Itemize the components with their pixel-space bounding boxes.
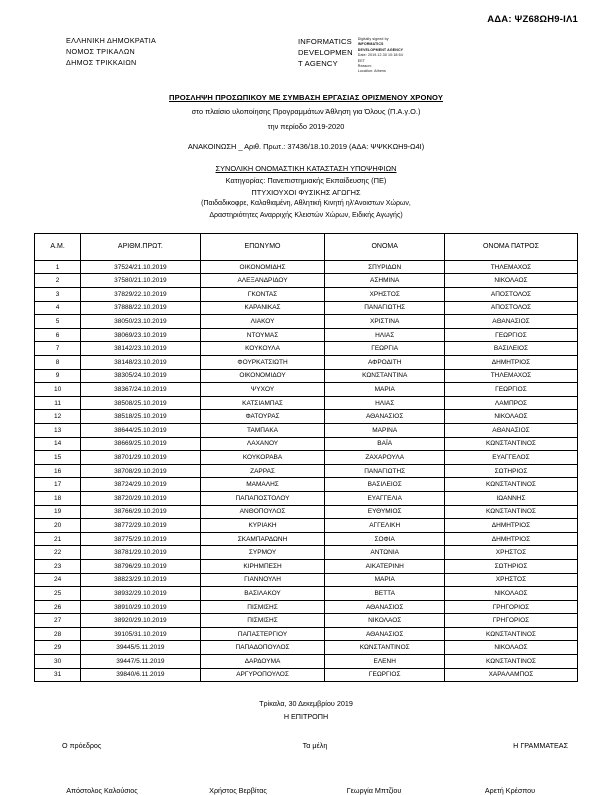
cell-father-name: ΔΗΜΗΤΡΙΟΣ	[444, 356, 577, 370]
subject-line-3: ΠΤΥΧΙΟΥΧΟΙ ΦΥΣΙΚΗΣ ΑΓΩΓΗΣ	[251, 187, 361, 197]
cell-father-name: ΕΥΑΓΓΕΛΟΣ	[444, 451, 577, 465]
cell-protocol: 38796/29.10.2019	[81, 559, 200, 573]
table-header-row	[35, 233, 578, 260]
cell-surname: ΑΝΘΟΠΟΥΛΟΣ	[200, 505, 325, 519]
page-title: ΠΡΟΣΛΗΨΗ ΠΡΟΣΩΠΙΚΟΥ ΜΕ ΣΥΜΒΑΣΗ ΕΡΓΑΣΙΑΣ ΟΡΙΣΜΕΝΟΥ ΧΡΟΝΟΥ	[169, 92, 443, 102]
ida-logo-text	[298, 36, 353, 69]
cell-protocol: 39447/5.11.2019	[81, 655, 200, 669]
cell-surname: ΣΥΡΜΟΥ	[200, 546, 325, 560]
cell-protocol: 38781/29.10.2019	[81, 546, 200, 560]
cell-am: 12	[35, 410, 81, 424]
cell-protocol: 38823/29.10.2019	[81, 573, 200, 587]
cell-surname: ΠΑΠΑΔΟΠΟΥΛΟΣ	[200, 641, 325, 655]
cell-surname: ΚΥΡΙΑΚΗ	[200, 519, 325, 533]
cell-surname: ΠΙΣΜΙΣΗΣ	[200, 614, 325, 628]
cell-father-name: ΑΘΑΝΑΣΙΟΣ	[444, 315, 577, 329]
table-row	[35, 573, 578, 587]
table-row	[35, 668, 578, 682]
cell-name: ΑΦΡΟΔΙΤΗ	[325, 356, 444, 370]
cell-am: 19	[35, 505, 81, 519]
cell-am: 8	[35, 356, 81, 370]
digital-signature-details	[358, 36, 403, 75]
table-row	[35, 423, 578, 437]
cell-am: 23	[35, 559, 81, 573]
footer-block	[34, 698, 578, 722]
ida-word-3: T AGENCY	[298, 59, 338, 68]
table-row	[35, 464, 578, 478]
cell-name: ΠΑΝΑΓΙΩΤΗΣ	[325, 301, 444, 315]
table-row	[35, 505, 578, 519]
announcement-reference: ΑΝΑΚΟΙΝΩΣΗ _ Αριθ. Πρωτ.: 37436/18.10.2019 (ΑΔΑ: ΨΨΚΚΩΗ9-Ω4Ι)	[187, 141, 425, 151]
col-header-protocol: ΑΡΙΘΜ.ΠΡΩΤ.	[81, 233, 200, 260]
cell-father-name: ΓΡΗΓΟΡΙΟΣ	[444, 614, 577, 628]
cell-name: ΒΑΣΙΛΕΙΟΣ	[325, 478, 444, 492]
cell-surname: ΝΤΟΥΜΑΣ	[200, 328, 325, 342]
cell-name: ΣΠΥΡΙΔΩΝ	[325, 260, 444, 274]
cell-am: 7	[35, 342, 81, 356]
table-row	[35, 532, 578, 546]
table-row	[35, 627, 578, 641]
cell-father-name: ΔΗΜΗΤΡΙΟΣ	[444, 519, 577, 533]
cell-protocol: 38708/29.10.2019	[81, 464, 200, 478]
role-president: Ο πρόεδρος	[62, 740, 102, 750]
cell-father-name: ΚΩΝΣΤΑΝΤΙΝΟΣ	[444, 655, 577, 669]
cell-surname: ΠΑΠΑΠΟΣΤΟΛΟΥ	[200, 491, 325, 505]
cell-surname: ΛΙΑΚΟΥ	[200, 315, 325, 329]
cell-name: ΑΣΗΜΙΝΑ	[325, 274, 444, 288]
table-row	[35, 369, 578, 383]
cell-am: 21	[35, 532, 81, 546]
cell-father-name: ΓΡΗΓΟΡΙΟΣ	[444, 600, 577, 614]
cell-father-name: ΤΗΛΕΜΑΧΟΣ	[444, 260, 577, 274]
cell-surname: ΓΙΑΝΝΟΥΛΗ	[200, 573, 325, 587]
cell-am: 6	[35, 328, 81, 342]
cell-protocol: 38518/25.10.2019	[81, 410, 200, 424]
cell-name: ΖΑΧΑΡΟΥΛΑ	[325, 451, 444, 465]
col-header-father-name: ΟΝΟΜΑ ΠΑΤΡΟΣ	[444, 233, 577, 260]
title-subline-1: στο πλαίσιο υλοποίησης Προγραμμάτων Άθληση για Όλους (Π.Α.γ.Ο.)	[191, 106, 421, 116]
cell-am: 25	[35, 587, 81, 601]
col-header-name: ΟΝΟΜΑ	[325, 233, 444, 260]
table-row	[35, 301, 578, 315]
cell-father-name: ΙΩΑΝΝΗΣ	[444, 491, 577, 505]
signature-line-6: Reason:	[357, 63, 372, 68]
cell-protocol: 38701/29.10.2019	[81, 451, 200, 465]
cell-protocol: 38772/29.10.2019	[81, 519, 200, 533]
cell-protocol: 38910/29.10.2019	[81, 600, 200, 614]
cell-surname: ΜΑΜΑΛΗΣ	[200, 478, 325, 492]
cell-name: ΧΡΙΣΤΙΝΑ	[325, 315, 444, 329]
ida-word-1: INFORMATICS	[298, 37, 352, 46]
cell-am: 24	[35, 573, 81, 587]
cell-surname: ΣΚΑΜΠΑΡΔΩΝΗ	[200, 532, 325, 546]
table-row	[35, 342, 578, 356]
cell-name: ΒΑΪΑ	[325, 437, 444, 451]
signer-name-2: Χρήστος Βερβίτας	[209, 785, 267, 795]
cell-surname: ΓΚΟΝΤΑΣ	[200, 288, 325, 302]
signature-line-4: Date: 2019.12.30 10:18:54	[357, 53, 403, 58]
table-row	[35, 559, 578, 573]
cell-am: 26	[35, 600, 81, 614]
cell-protocol: 37524/21.10.2019	[81, 260, 200, 274]
cell-am: 27	[35, 614, 81, 628]
table-row	[35, 328, 578, 342]
cell-name: ΣΟΦΙΑ	[325, 532, 444, 546]
table-row	[35, 641, 578, 655]
cell-surname: ΚΑΤΣΙΑΜΠΑΣ	[200, 396, 325, 410]
cell-name: ΜΑΡΙΝΑ	[325, 423, 444, 437]
cell-name: ΚΩΝΣΤΑΝΤΙΝΑ	[325, 369, 444, 383]
cell-father-name: ΑΠΟΣΤΟΛΟΣ	[444, 288, 577, 302]
ada-number: ΑΔΑ: ΨΖ68ΩΗ9-ΙΛ1	[487, 14, 578, 25]
cell-protocol: 38720/29.10.2019	[81, 491, 200, 505]
cell-surname: ΟΙΚΟΝΟΜΙΔΟΥ	[200, 369, 325, 383]
table-row	[35, 383, 578, 397]
cell-name: ΓΕΩΡΓΙΑ	[325, 342, 444, 356]
cell-am: 31	[35, 668, 81, 682]
org-line-1: ΕΛΛΗΝΙΚΗ ΔΗΜΟΚΡΑΤΙΑ	[66, 36, 157, 45]
organization-block	[34, 35, 266, 68]
cell-am: 29	[35, 641, 81, 655]
cell-name: ΠΑΝΑΓΙΩΤΗΣ	[325, 464, 444, 478]
cell-name: ΗΛΙΑΣ	[325, 396, 444, 410]
cell-name: ΗΛΙΑΣ	[325, 328, 444, 342]
table-row	[35, 655, 578, 669]
committee-label: Η ΕΠΙΤΡΟΠΗ	[283, 711, 329, 721]
cell-am: 9	[35, 369, 81, 383]
cell-surname: ΖΑΡΡΑΣ	[200, 464, 325, 478]
role-members: Τα μέλη	[302, 740, 328, 750]
cell-father-name: ΝΙΚΟΛΑΟΣ	[444, 587, 577, 601]
table-row	[35, 288, 578, 302]
cell-surname: ΛΑΧΑΝΟΥ	[200, 437, 325, 451]
cell-protocol: 38050/23.10.2019	[81, 315, 200, 329]
cell-protocol: 38766/29.10.2019	[81, 505, 200, 519]
cell-am: 16	[35, 464, 81, 478]
cell-protocol: 38932/29.10.2019	[81, 587, 200, 601]
subject-line-1: ΣΥΝΟΛΙΚΗ ΟΝΟΜΑΣΤΙΚΗ ΚΑΤΑΣΤΑΣΗ ΥΠΟΨΗΦΙΩΝ	[215, 163, 397, 173]
cell-protocol: 38724/29.10.2019	[81, 478, 200, 492]
cell-am: 4	[35, 301, 81, 315]
cell-protocol: 38775/29.10.2019	[81, 532, 200, 546]
cell-surname: ΦΑΤΟΥΡΑΣ	[200, 410, 325, 424]
cell-protocol: 37829/22.10.2019	[81, 288, 200, 302]
candidates-table	[34, 233, 578, 682]
cell-protocol: 38367/24.10.2019	[81, 383, 200, 397]
cell-name: ΒΕΤΤΑ	[325, 587, 444, 601]
signature-line-2: INFORMATICS	[357, 42, 384, 47]
signer-name-3: Γεωργία Μπτζίου	[346, 785, 402, 795]
cell-am: 14	[35, 437, 81, 451]
cell-father-name: ΧΡΗΣΤΟΣ	[444, 573, 577, 587]
role-secretary: Η ΓΡΑΜΜΑΤΕΑΣ	[513, 740, 569, 750]
subject-line-5: Δραστηριότητες Αναρριχής Κλειστών Χώρων, Ειδικής Αγωγής)	[209, 211, 403, 219]
cell-protocol: 37888/22.10.2019	[81, 301, 200, 315]
table-row	[35, 491, 578, 505]
cell-name: ΕΛΕΝΗ	[325, 655, 444, 669]
cell-protocol: 38069/23.10.2019	[81, 328, 200, 342]
title-subline-2: την περίοδο 2019-2020	[267, 121, 345, 131]
cell-father-name: ΒΑΣΙΛΕΙΟΣ	[444, 342, 577, 356]
cell-name: ΑΓΓΕΛΙΚΗ	[325, 519, 444, 533]
cell-surname: ΦΟΥΡΚΑΤΣΙΩΤΗ	[200, 356, 325, 370]
ida-signature-stamp	[298, 35, 403, 75]
table-row	[35, 260, 578, 274]
cell-father-name: ΣΩΤΗΡΙΟΣ	[444, 464, 577, 478]
cell-father-name: ΑΠΟΣΤΟΛΟΣ	[444, 301, 577, 315]
cell-father-name: ΝΙΚΟΛΑΟΣ	[444, 410, 577, 424]
cell-am: 20	[35, 519, 81, 533]
cell-father-name: ΤΗΛΕΜΑΧΟΣ	[444, 369, 577, 383]
signature-line-5: EET	[357, 58, 366, 63]
cell-name: ΜΑΡΙΑ	[325, 573, 444, 587]
cell-protocol: 38142/23.10.2019	[81, 342, 200, 356]
document-header	[34, 35, 578, 75]
cell-protocol: 37580/21.10.2019	[81, 274, 200, 288]
cell-am: 3	[35, 288, 81, 302]
table-row	[35, 614, 578, 628]
cell-name: ΑΘΑΝΑΣΙΟΣ	[325, 600, 444, 614]
cell-protocol: 39105/31.10.2019	[81, 627, 200, 641]
cell-am: 17	[35, 478, 81, 492]
signature-line-3: DEVELOPMENT AGENCY	[357, 47, 404, 52]
cell-protocol: 38148/23.10.2019	[81, 356, 200, 370]
cell-am: 30	[35, 655, 81, 669]
table-row	[35, 315, 578, 329]
signer-name-1: Απόστολος Καλούσιος	[66, 785, 138, 795]
cell-father-name: ΑΘΑΝΑΣΙΟΣ	[444, 423, 577, 437]
cell-name: ΧΡΗΣΤΟΣ	[325, 288, 444, 302]
cell-am: 22	[35, 546, 81, 560]
table-row	[35, 410, 578, 424]
signature-roles-row	[34, 741, 578, 750]
cell-name: ΑΙΚΑΤΕΡΙΝΗ	[325, 559, 444, 573]
cell-father-name: ΚΩΝΣΤΑΝΤΙΝΟΣ	[444, 505, 577, 519]
cell-father-name: ΓΕΩΡΓΙΟΣ	[444, 383, 577, 397]
place-and-date: Τρίκαλα, 30 Δεκεμβρίου 2019	[259, 699, 353, 709]
cell-am: 1	[35, 260, 81, 274]
cell-protocol: 39840/6.11.2019	[81, 668, 200, 682]
table-row	[35, 451, 578, 465]
cell-protocol: 38644/25.10.2019	[81, 423, 200, 437]
cell-name: ΑΝΤΩΝΙΑ	[325, 546, 444, 560]
cell-surname: ΠΑΠΑΣΤΕΡΓΙΟΥ	[200, 627, 325, 641]
cell-surname: ΑΛΕΞΑΝΔΡΙΔΟΥ	[200, 274, 325, 288]
cell-surname: ΠΙΣΜΙΣΗΣ	[200, 600, 325, 614]
signer-name-4: Αρετή Κρέσπου	[484, 785, 536, 795]
cell-surname: ΟΙΚΟΝΟΜΙΔΗΣ	[200, 260, 325, 274]
cell-surname: ΒΑΣΙΛΑΚΟΥ	[200, 587, 325, 601]
cell-name: ΕΥΑΓΓΕΛΙΑ	[325, 491, 444, 505]
cell-father-name: ΚΩΝΣΤΑΝΤΙΝΟΣ	[444, 478, 577, 492]
table-row	[35, 600, 578, 614]
cell-protocol: 38920/29.10.2019	[81, 614, 200, 628]
cell-father-name: ΚΩΝΣΤΑΝΤΙΝΟΣ	[444, 627, 577, 641]
cell-am: 18	[35, 491, 81, 505]
table-row	[35, 587, 578, 601]
col-header-surname: ΕΠΩΝΥΜΟ	[200, 233, 325, 260]
org-line-2: ΝΟΜΟΣ ΤΡΙΚΑΛΩΝ	[66, 47, 136, 57]
table-row	[35, 356, 578, 370]
cell-father-name: ΧΑΡΑΛΑΜΠΟΣ	[444, 668, 577, 682]
cell-surname: ΔΑΡΔΟΥΜΑ	[200, 655, 325, 669]
cell-am: 11	[35, 396, 81, 410]
cell-father-name: ΣΩΤΗΡΙΟΣ	[444, 559, 577, 573]
cell-surname: ΨΥΧΟΥ	[200, 383, 325, 397]
cell-name: ΚΩΝΣΤΑΝΤΙΝΟΣ	[325, 641, 444, 655]
table-body	[35, 260, 578, 681]
cell-name: ΓΕΩΡΓΙΟΣ	[325, 668, 444, 682]
cell-father-name: ΓΕΩΡΓΙΟΣ	[444, 328, 577, 342]
cell-am: 10	[35, 383, 81, 397]
col-header-am: Α.Μ.	[35, 233, 81, 260]
signature-line-7: Location: Athens	[357, 69, 386, 74]
cell-am: 28	[35, 627, 81, 641]
cell-name: ΑΘΑΝΑΣΙΟΣ	[325, 627, 444, 641]
cell-father-name: ΧΡΗΣΤΟΣ	[444, 546, 577, 560]
cell-father-name: ΛΑΜΠΡΟΣ	[444, 396, 577, 410]
subject-line-4: (Παιδαδικοφρε, Καλαθιαμένη, Αθλητική Κινητή ηλ'Ανοιστων Χώρων,	[201, 200, 411, 208]
ida-word-2: DEVELOPMEN	[298, 48, 353, 57]
cell-protocol: 39445/5.11.2019	[81, 641, 200, 655]
cell-name: ΑΘΑΝΑΣΙΟΣ	[325, 410, 444, 424]
signature-line-1: Digitally signed by	[357, 37, 389, 41]
table-row	[35, 437, 578, 451]
cell-protocol: 38305/24.10.2019	[81, 369, 200, 383]
table-row	[35, 546, 578, 560]
table-row	[35, 478, 578, 492]
cell-am: 15	[35, 451, 81, 465]
signature-names-row	[34, 786, 578, 795]
cell-surname: ΚΟΥΚΟΡΑΒΑ	[200, 451, 325, 465]
cell-surname: ΑΡΓΥΡΟΠΟΥΛΟΣ	[200, 668, 325, 682]
subject-line-2: Κατηγορίας: Πανεπιστημιακής Εκπαίδευσης (ΠΕ)	[225, 175, 387, 185]
cell-father-name: ΔΗΜΗΤΡΙΟΣ	[444, 532, 577, 546]
cell-name: ΕΥΘΥΜΙΟΣ	[325, 505, 444, 519]
cell-am: 2	[35, 274, 81, 288]
cell-surname: ΚΑΡΑΝΙΚΑΣ	[200, 301, 325, 315]
cell-am: 5	[35, 315, 81, 329]
subject-block	[34, 163, 578, 221]
table-row	[35, 519, 578, 533]
cell-surname: ΚΟΥΚΟΥΛΑ	[200, 342, 325, 356]
table-row	[35, 274, 578, 288]
cell-protocol: 38508/25.10.2019	[81, 396, 200, 410]
cell-father-name: ΝΙΚΟΛΑΟΣ	[444, 641, 577, 655]
cell-surname: ΚΙΡΗΜΠΕΣΗ	[200, 559, 325, 573]
cell-father-name: ΝΙΚΟΛΑΟΣ	[444, 274, 577, 288]
cell-protocol: 38669/25.10.2019	[81, 437, 200, 451]
org-line-3: ΔΗΜΟΣ ΤΡΙΚΚΑΙΩΝ	[66, 58, 137, 68]
cell-am: 13	[35, 423, 81, 437]
cell-surname: ΤΑΜΠΑΚΑ	[200, 423, 325, 437]
cell-father-name: ΚΩΝΣΤΑΝΤΙΝΟΣ	[444, 437, 577, 451]
cell-name: ΜΑΡΙΑ	[325, 383, 444, 397]
cell-name: ΝΙΚΟΛΑΟΣ	[325, 614, 444, 628]
table-row	[35, 396, 578, 410]
